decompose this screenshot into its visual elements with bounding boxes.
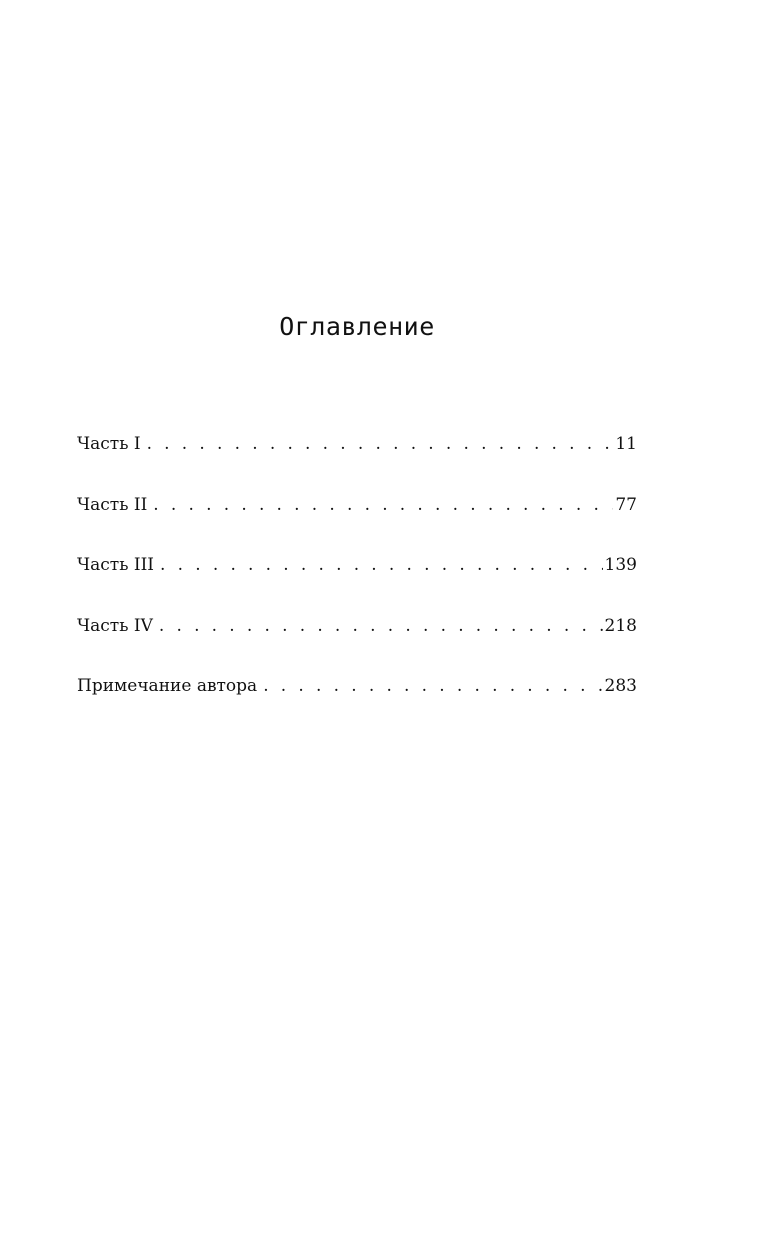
toc-entry-page-number: 11 xyxy=(615,434,637,454)
toc-entry-label: Часть II xyxy=(77,494,148,515)
dot-leader xyxy=(263,672,602,700)
toc-entry-label: Часть IV xyxy=(77,615,153,636)
toc-entry-page-number: 283 xyxy=(604,676,637,696)
table-of-contents xyxy=(77,430,637,733)
page-title: Оглавление xyxy=(279,312,435,341)
toc-entry-part-4 xyxy=(77,612,637,673)
toc-entry-part-3 xyxy=(77,551,637,612)
toc-entry-page-number: 218 xyxy=(604,615,637,636)
dot-leader xyxy=(147,430,614,458)
toc-entry-label: Примечание автора xyxy=(77,676,258,696)
toc-entry-author-note xyxy=(77,672,637,733)
toc-entry-label: Часть I xyxy=(77,434,141,454)
toc-entry-part-2 xyxy=(77,491,637,552)
toc-entry-page-number: 139 xyxy=(604,555,637,575)
toc-entry-label: Часть III xyxy=(77,555,155,575)
toc-entry-page-number: 77 xyxy=(615,494,637,515)
toc-entry-part-1 xyxy=(77,430,637,491)
dot-leader xyxy=(160,551,603,579)
dot-leader xyxy=(153,491,613,519)
dot-leader xyxy=(159,612,603,640)
